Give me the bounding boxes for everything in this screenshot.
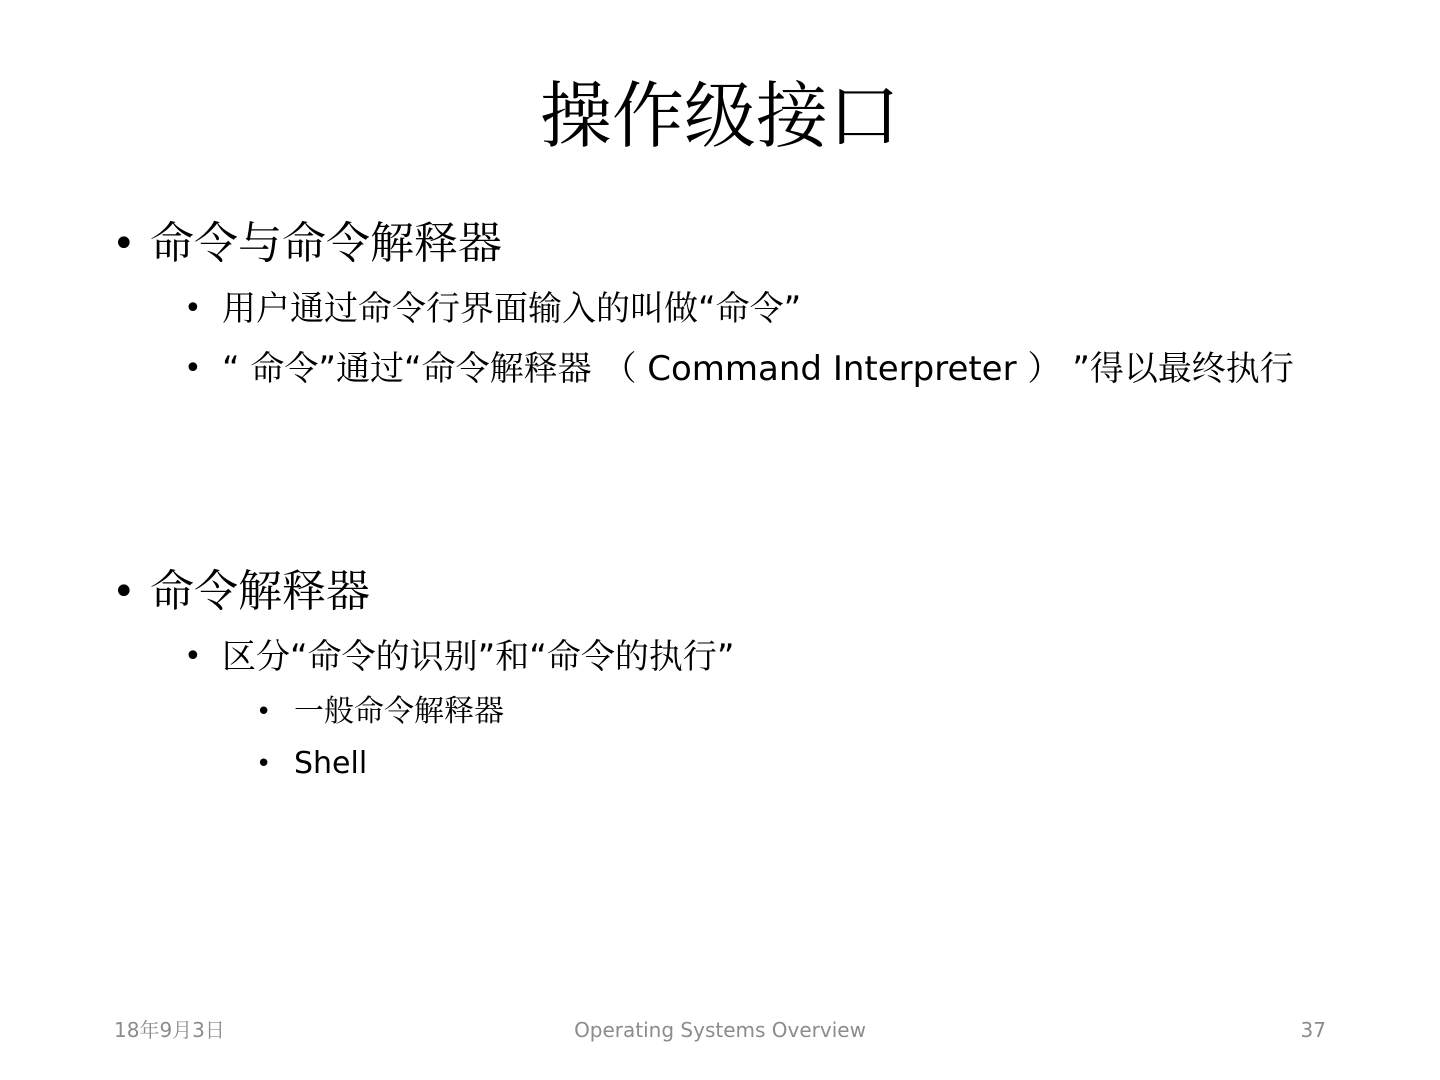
section-heading-text: 命令与命令解释器 (150, 218, 502, 269)
footer-title: Operating Systems Overview (574, 1018, 866, 1042)
slide-title: 操作级接口 (539, 74, 900, 158)
bullet-icon: • (112, 221, 136, 267)
list-item-text: “ 命令”通过“命令解释器 （ Command Interpreter ） ”得以最终执行 (222, 349, 1294, 389)
sub-list-item (256, 692, 1332, 732)
footer-date: 18年9月3日 (114, 1018, 225, 1042)
section-heading-2 (112, 566, 1332, 618)
bullet-icon: • (184, 351, 202, 386)
list-item-text: 用户通过命令行界面输入的叫做“命令” (222, 289, 802, 329)
sub-list-item-text: 一般命令解释器 (294, 694, 504, 729)
section-heading-text: 命令解释器 (150, 566, 370, 617)
list-item (184, 346, 1332, 392)
bullet-icon: • (256, 749, 272, 779)
bullet-icon: • (112, 569, 136, 615)
list-item-text: 区分“命令的识别”和“命令的执行” (222, 637, 735, 677)
sub-list-item (256, 744, 1332, 784)
sub-list-item-text: Shell (294, 746, 368, 781)
section-heading-1 (112, 218, 1332, 270)
bullet-icon: • (184, 291, 202, 326)
bullet-icon: • (184, 639, 202, 674)
list-item (184, 286, 1332, 332)
list-item (184, 634, 1332, 680)
bullet-icon: • (256, 697, 272, 727)
slide-number: 37 (1300, 1018, 1326, 1042)
